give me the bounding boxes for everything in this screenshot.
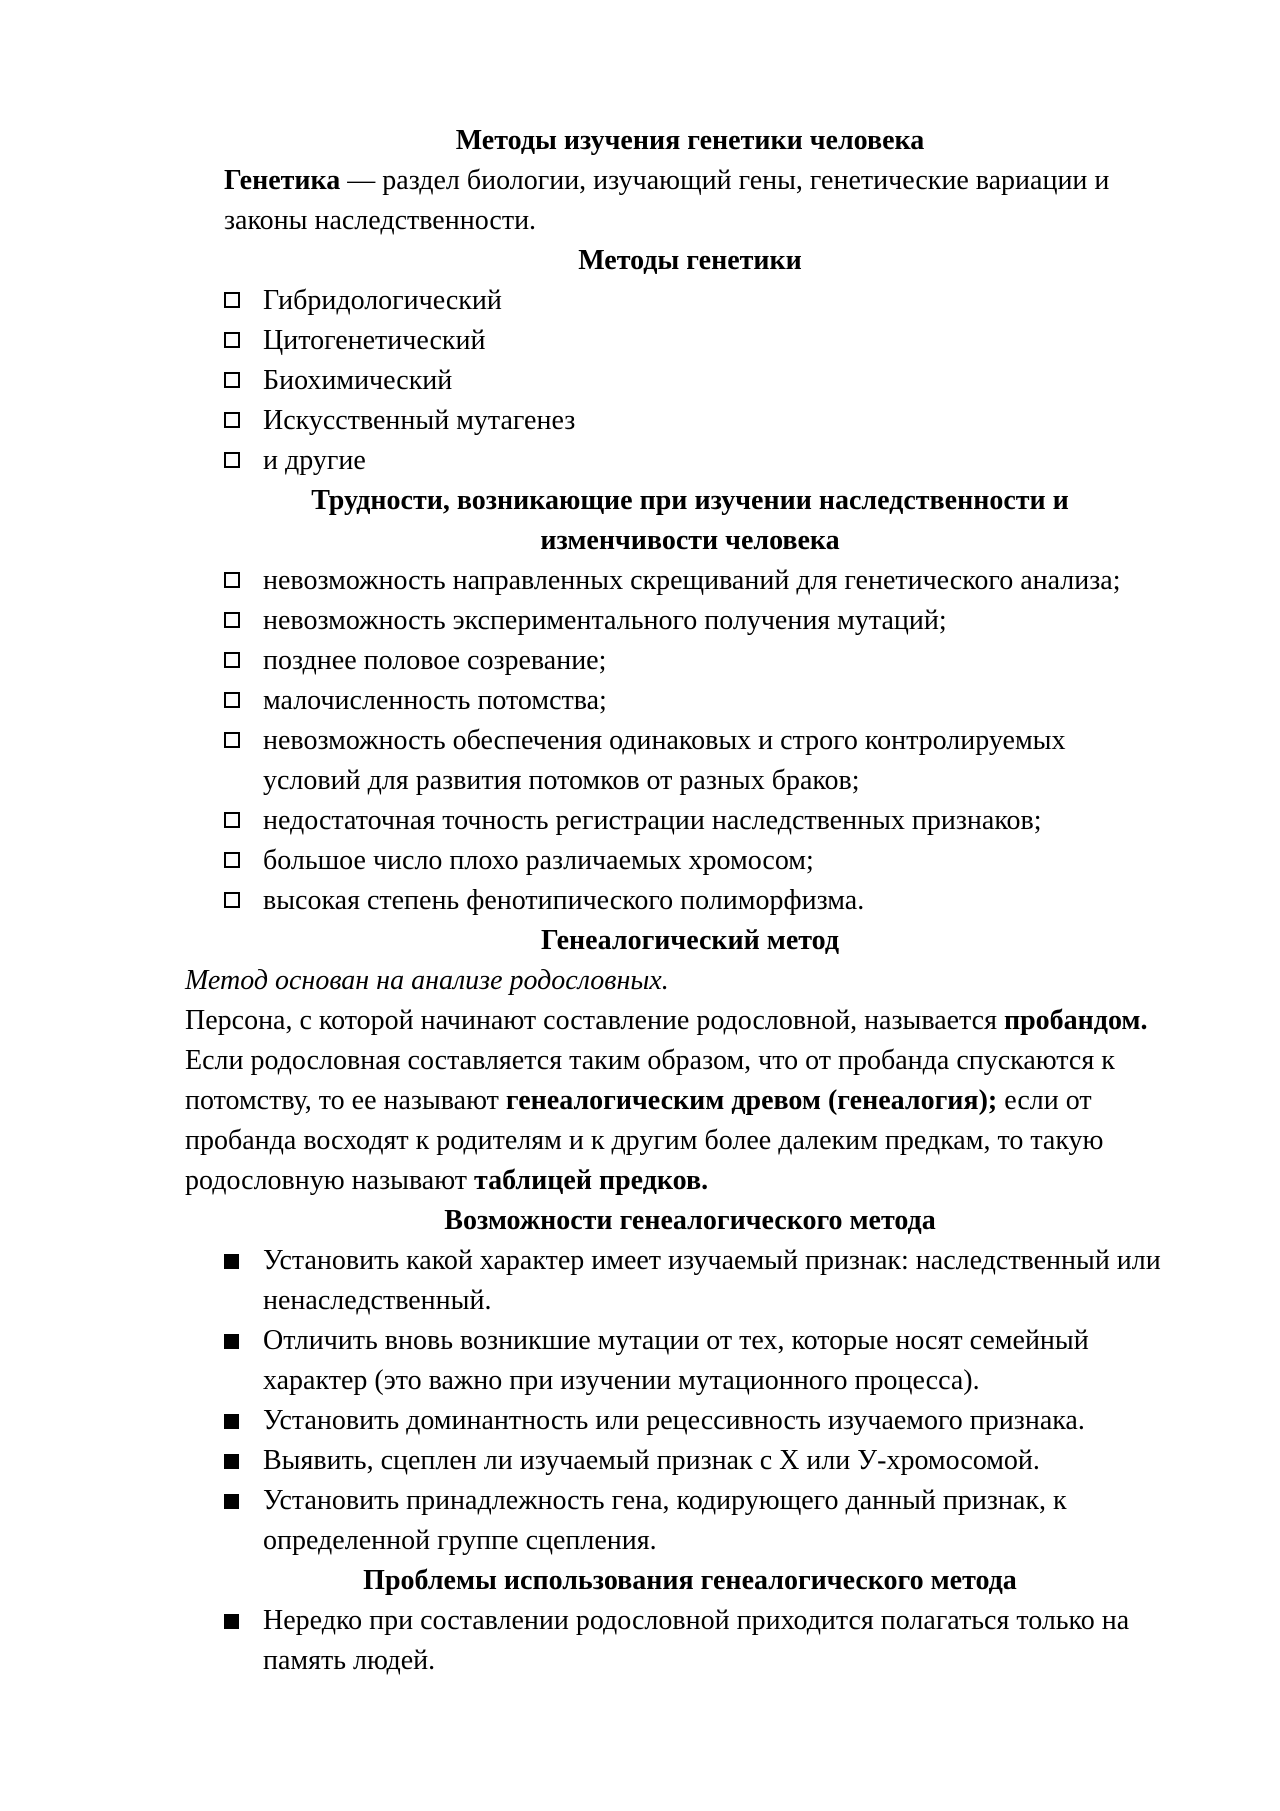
genealogical-heading: Генеалогический метод [540, 925, 840, 956]
list-item: Выявить, сцеплен ли изучаемый признак с Х или У-хромосомой. [224, 1441, 1195, 1481]
checkbox-icon [224, 812, 240, 828]
problems-list [185, 1601, 1195, 1681]
checkbox-icon [224, 652, 240, 668]
list-item: большое число плохо различаемых хромосом; [224, 841, 1195, 881]
square-bullet-icon [224, 1254, 239, 1269]
checkbox-icon [224, 572, 240, 588]
list-item: недостаточная точность регистрации наследственных признаков; [224, 801, 1195, 841]
square-bullet-icon [224, 1334, 239, 1349]
checkbox-icon [224, 372, 240, 388]
methods-heading: Методы генетики [578, 245, 802, 276]
list-item: малочисленность потомства; [224, 681, 1195, 721]
checkbox-icon [224, 412, 240, 428]
difficulties-heading: Трудности, возникающие при изучении наследственности и изменчивости человека [311, 485, 1069, 556]
square-bullet-icon [224, 1494, 239, 1509]
checkbox-icon [224, 852, 240, 868]
difficulties-list [185, 561, 1195, 921]
possibilities-heading: Возможности генеалогического метода [444, 1205, 936, 1236]
list-item: высокая степень фенотипического полиморфизма. [224, 881, 1195, 921]
list-item: Установить какой характер имеет изучаемый признак: наследственный или ненаследственный. [224, 1241, 1195, 1321]
definition-term: Генетика [224, 165, 341, 196]
checkbox-icon [224, 892, 240, 908]
square-bullet-icon [224, 1414, 239, 1429]
document-content [185, 121, 1195, 1681]
list-item: Искусственный мутагенез [224, 401, 1195, 441]
list-item: Установить принадлежность гена, кодирующего данный признак, к определенной группе сцепления. [224, 1481, 1195, 1561]
definition-paragraph [185, 161, 1195, 241]
checkbox-icon [224, 692, 240, 708]
list-item: Гибридологический [224, 281, 1195, 321]
square-bullet-icon [224, 1614, 239, 1629]
list-item: и другие [224, 441, 1195, 481]
definition-text: — раздел биологии, изучающий гены, генетические вариации и законы наследственности. [224, 165, 1110, 236]
checkbox-icon [224, 292, 240, 308]
checkbox-icon [224, 332, 240, 348]
list-item: позднее половое созревание; [224, 641, 1195, 681]
list-item: невозможность обеспечения одинаковых и строго контролируемых условий для развития потомков от разных браков; [224, 721, 1195, 801]
checkbox-icon [224, 452, 240, 468]
square-bullet-icon [224, 1454, 239, 1469]
checkbox-icon [224, 612, 240, 628]
genealogical-paragraph: Персона, с которой начинают составление родословной, называется пробандом. Если родословная составляется таким образом, что от пробанда спускаются к потомству, то ее называют генеалогическим древом (генеалогия); если от пробанда восходят к родителям и к другим более далеким предкам, то такую родословную называют таблицей предков. [185, 1005, 1148, 1196]
list-item: Биохимический [224, 361, 1195, 401]
list-item: Отличить вновь возникшие мутации от тех, которые носят семейный характер (это важно при изучении мутационного процесса). [224, 1321, 1195, 1401]
methods-list [185, 281, 1195, 481]
list-item: Нередко при составлении родословной приходится полагаться только на память людей. [224, 1601, 1195, 1681]
genealogical-intro: Метод основан на анализе родословных. [185, 965, 669, 996]
list-item: невозможность экспериментального получения мутаций; [224, 601, 1195, 641]
list-item: Установить доминантность или рецессивность изучаемого признака. [224, 1401, 1195, 1441]
problems-heading: Проблемы использования генеалогического метода [363, 1565, 1017, 1596]
list-item: невозможность направленных скрещиваний для генетического анализа; [224, 561, 1195, 601]
possibilities-list [185, 1241, 1195, 1561]
list-item: Цитогенетический [224, 321, 1195, 361]
document-title: Методы изучения генетики человека [455, 125, 925, 156]
checkbox-icon [224, 732, 240, 748]
